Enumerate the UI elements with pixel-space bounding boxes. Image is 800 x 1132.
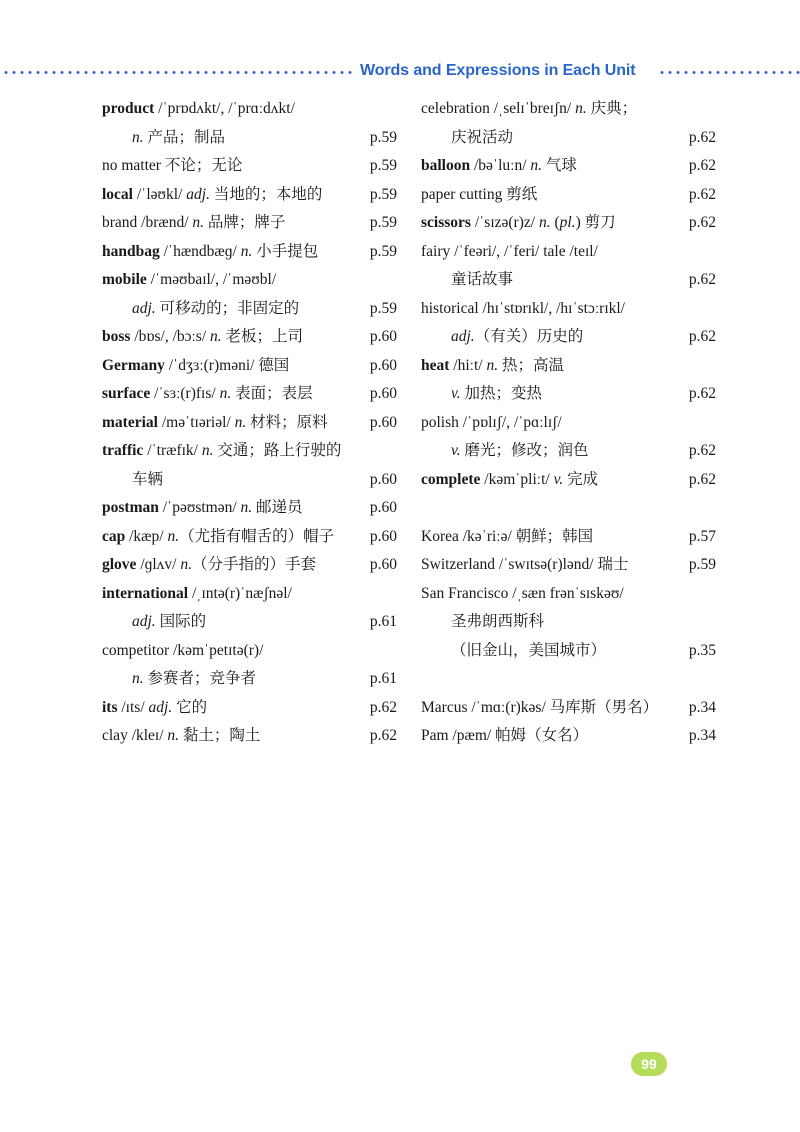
entry-text	[421, 694, 658, 723]
entry-detail: /ˈtræfɪk/	[143, 442, 202, 459]
vocab-entry-line	[102, 722, 397, 751]
entry-text	[102, 694, 207, 723]
vocab-entry-line	[102, 295, 397, 324]
part-of-speech: adj.	[186, 185, 210, 203]
part-of-speech: n.	[575, 100, 587, 117]
page-reference: p.59	[369, 214, 397, 231]
entry-detail: competitor /kəmˈpetɪtə(r)/	[102, 641, 264, 659]
entry-text	[102, 665, 256, 694]
page-reference: p.62	[369, 727, 397, 744]
entry-detail: /ˈdʒɜː(r)məni/ 德国	[164, 356, 290, 374]
entry-text	[421, 95, 637, 124]
page-reference: p.60	[369, 499, 397, 516]
entry-text	[102, 295, 299, 324]
part-of-speech: n.	[219, 385, 232, 402]
vocab-entry-line	[102, 437, 397, 466]
entry-detail: 童话故事	[451, 271, 514, 288]
spacer	[421, 494, 716, 523]
entry-text	[421, 437, 589, 466]
entry-text	[421, 380, 542, 409]
entry-detail: no matter 不论；无论	[102, 157, 243, 174]
part-of-speech: n.	[201, 442, 214, 459]
entry-detail: paper cutting 剪纸	[421, 185, 538, 203]
entry-detail: /ˈləʊkl/	[133, 185, 187, 203]
entry-detail: /məˈtɪəriəl/	[157, 413, 235, 431]
vocab-entry-line	[102, 124, 397, 153]
vocab-entry-line	[421, 152, 716, 181]
headword: boss	[102, 328, 131, 345]
entry-meaning: （尤指有帽舌的）帽子	[179, 527, 335, 545]
left-word-column	[102, 95, 397, 751]
entry-detail: /ˈsɜː(r)fɪs/	[150, 385, 220, 402]
entry-text	[421, 323, 583, 352]
part-of-speech: n.	[530, 157, 543, 174]
page-reference: p.59	[369, 157, 397, 174]
vocab-entry-line	[421, 409, 716, 438]
entry-text	[102, 551, 316, 580]
entry-detail: San Francisco /ˌsæn frənˈsɪskəʊ/	[421, 584, 624, 602]
part-of-speech: v.	[451, 385, 461, 402]
entry-meaning: 交通；路上行驶的	[213, 442, 342, 459]
page-reference: p.34	[688, 698, 716, 716]
entry-meaning: 黏土；陶土	[179, 727, 261, 744]
vocab-entry-line	[421, 722, 716, 751]
page-reference: p.61	[369, 613, 397, 630]
entry-detail: 可移动的；非固定的	[155, 299, 300, 317]
dotted-rule-left	[2, 71, 352, 74]
vocab-entry-line	[421, 551, 716, 580]
part-of-speech: v.	[451, 442, 461, 459]
vocab-entry-line	[421, 380, 716, 409]
page-reference: p.35	[688, 641, 716, 659]
headword: cap	[102, 527, 126, 545]
page-reference: p.60	[369, 556, 397, 573]
page-reference: p.62	[688, 157, 716, 174]
page-reference: p.60	[369, 527, 397, 545]
vocab-entry-line	[102, 209, 397, 238]
headword: product	[102, 100, 155, 117]
vocab-entry-line	[102, 323, 397, 352]
entry-detail: /ˈsɪzə(r)z/	[470, 214, 539, 231]
entry-text	[421, 722, 588, 751]
vocab-entry-line	[421, 124, 716, 153]
page-reference: p.57	[688, 527, 716, 545]
entry-detail: polish /ˈpɒlɪʃ/, /ˈpɑːlɪʃ/	[421, 413, 562, 431]
entry-text	[421, 238, 598, 267]
entry-text	[421, 466, 598, 495]
entry-detail: 庆祝活动	[451, 128, 514, 146]
page-reference: p.62	[688, 328, 716, 345]
part-of-speech: adj.	[451, 328, 475, 345]
entry-detail: Marcus /ˈmɑː(r)kəs/ 马库斯（男名）	[421, 698, 659, 716]
vocab-entry-line	[102, 551, 397, 580]
part-of-speech: n.	[240, 499, 253, 516]
entry-detail: 参赛者；竞争者	[143, 670, 257, 687]
entry-text	[421, 523, 593, 552]
entry-detail: clay /kleɪ/	[102, 727, 168, 744]
entry-text	[421, 266, 513, 295]
entry-meaning: 材料；原料	[246, 413, 328, 431]
vocab-entry-line	[421, 608, 716, 637]
headword: glove	[102, 556, 137, 573]
entry-meaning: 表面；表层	[231, 385, 313, 402]
vocab-entry-line	[102, 352, 397, 381]
vocab-entry-line	[421, 295, 716, 324]
entry-text	[102, 124, 225, 153]
vocab-entry-line	[421, 266, 716, 295]
headword: its	[102, 698, 118, 716]
vocab-entry-line	[102, 523, 397, 552]
entry-meaning: (	[550, 214, 560, 231]
vocab-entry-line	[102, 608, 397, 637]
vocab-entry-line	[421, 238, 716, 267]
part-of-speech: n.	[486, 356, 499, 374]
entry-meaning: ) 剪刀	[575, 214, 616, 231]
entry-meaning: 气球	[542, 157, 577, 174]
page-number-badge: 99	[631, 1052, 667, 1076]
header-title: Words and Expressions in Each Unit	[360, 62, 636, 79]
entry-detail: /bɒs/, /bɔːs/	[130, 328, 211, 345]
entry-detail: /ˌɪntə(r)ˈnæʃnəl/	[188, 584, 292, 602]
entry-detail: /hiːt/	[449, 356, 487, 374]
part-of-speech: adj.	[132, 613, 156, 630]
vocab-entry-line	[102, 266, 397, 295]
dotted-rule-right	[658, 71, 800, 74]
right-word-column	[421, 95, 716, 751]
entry-meaning: 邮递员	[252, 499, 303, 516]
entry-detail: （有关）历史的	[474, 328, 584, 345]
vocab-entry-line	[102, 181, 397, 210]
entry-detail: 圣弗朗西斯科	[451, 613, 545, 630]
headword: traffic	[102, 442, 144, 459]
entry-text	[102, 608, 206, 637]
page-reference: p.60	[369, 328, 397, 345]
page-reference: p.59	[369, 128, 397, 146]
vocab-entry-line	[421, 95, 716, 124]
page-reference: p.62	[688, 271, 716, 288]
headword: international	[102, 584, 189, 602]
entry-text	[421, 637, 606, 666]
entry-text	[102, 95, 295, 124]
entry-text	[102, 380, 313, 409]
entry-text	[421, 580, 624, 609]
page-reference: p.62	[688, 470, 716, 488]
entry-text	[102, 209, 285, 238]
entry-meaning: 它的	[172, 698, 208, 716]
page-reference: p.62	[688, 185, 716, 203]
entry-detail: /kæp/	[125, 527, 168, 545]
entry-text	[102, 266, 276, 295]
entry-text	[102, 323, 303, 352]
vocab-entry-line	[102, 238, 397, 267]
headword: heat	[421, 356, 450, 374]
entry-text	[102, 437, 341, 466]
entry-detail: fairy /ˈfeəri/, /ˈferi/ tale /teɪl/	[421, 242, 598, 260]
entry-meaning: （分手指的）手套	[191, 556, 316, 573]
entry-detail: Switzerland /ˈswɪtsə(r)lənd/ 瑞士	[421, 556, 629, 573]
entry-meaning: 热；高温	[498, 356, 564, 374]
headword: surface	[102, 385, 151, 402]
entry-text	[102, 466, 163, 495]
entry-detail: Korea /kəˈriːə/ 朝鲜；韩国	[421, 527, 594, 545]
vocab-entry-line	[102, 694, 397, 723]
page-reference: p.59	[688, 556, 716, 573]
part-of-speech: n.	[132, 128, 144, 146]
vocab-entry-line	[421, 181, 716, 210]
part-of-speech: adj.	[148, 698, 173, 716]
page-reference: p.59	[369, 242, 397, 260]
entry-detail: （旧金山，美国城市）	[451, 641, 607, 659]
entry-detail: 车辆	[132, 470, 164, 488]
vocab-entry-line	[421, 466, 716, 495]
part-of-speech: v.	[553, 470, 564, 488]
entry-detail: /ˈməʊbaɪl/, /ˈməʊbl/	[146, 271, 277, 288]
page-reference: p.59	[369, 185, 397, 203]
part-of-speech: n.	[180, 556, 192, 573]
entry-text	[102, 523, 334, 552]
entry-text	[102, 352, 289, 381]
headword: postman	[102, 499, 159, 516]
part-of-speech: n.	[240, 242, 253, 260]
entry-text	[102, 181, 322, 210]
entry-detail: /ɡlʌv/	[136, 556, 181, 573]
entry-text	[102, 722, 260, 751]
page-reference: p.62	[688, 442, 716, 459]
headword: handbag	[102, 242, 160, 260]
entry-detail: brand /brænd/	[102, 214, 193, 231]
entry-text	[421, 181, 537, 210]
vocab-entry-line	[102, 494, 397, 523]
entry-detail: Pam /pæm/ 帕姆（女名）	[421, 727, 589, 744]
page-reference: p.60	[369, 385, 397, 402]
entry-detail: /kəmˈpliːt/	[480, 470, 554, 488]
part-of-speech: n.	[538, 214, 551, 231]
vocab-entry-line	[102, 380, 397, 409]
vocab-entry-line	[421, 694, 716, 723]
headword: material	[102, 413, 158, 431]
vocab-entry-line	[421, 580, 716, 609]
page-reference: p.34	[688, 727, 716, 744]
entry-text	[421, 551, 628, 580]
vocab-entry-line	[421, 323, 716, 352]
entry-detail: /ˈhændbæɡ/	[159, 242, 241, 260]
headword: balloon	[421, 157, 471, 174]
entry-detail: historical /hɪˈstɒrɪkl/, /hɪˈstɔːrɪkl/	[421, 299, 625, 317]
entry-meaning: 庆典；	[586, 100, 638, 117]
vocab-entry-line	[102, 466, 397, 495]
part-of-speech: n.	[167, 527, 180, 545]
entry-text	[102, 580, 292, 609]
running-header	[0, 60, 800, 84]
entry-detail: /ˈprɒdʌkt/, /ˈprɑːdʌkt/	[154, 100, 295, 117]
entry-detail: celebration /ˌselɪˈbreɪʃn/	[421, 100, 576, 117]
vocab-entry-line	[102, 152, 397, 181]
vocab-entry-line	[421, 523, 716, 552]
spacer	[421, 665, 716, 694]
vocab-entry-line	[102, 580, 397, 609]
headword: scissors	[421, 214, 471, 231]
page-reference: p.62	[688, 214, 716, 231]
page-reference: p.59	[369, 299, 397, 317]
entry-text	[421, 352, 564, 381]
entry-text	[421, 209, 616, 238]
part-of-speech: n.	[210, 328, 222, 345]
headword: local	[102, 185, 133, 203]
page-reference: p.60	[369, 470, 397, 488]
entry-detail: 加热；变热	[460, 385, 542, 402]
entry-detail: /bəˈluːn/	[470, 157, 531, 174]
entry-detail: 产品；制品	[143, 128, 226, 146]
vocab-entry-line	[102, 409, 397, 438]
entry-text	[102, 409, 328, 438]
page-reference: p.62	[688, 385, 716, 402]
page-reference: p.60	[369, 356, 397, 374]
entry-meaning: 老板；上司	[221, 328, 304, 345]
entry-text	[421, 409, 562, 438]
page-reference: p.62	[688, 128, 716, 146]
entry-text	[421, 124, 513, 153]
headword: mobile	[102, 271, 147, 288]
entry-text	[102, 637, 263, 666]
entry-meaning: 完成	[563, 470, 599, 488]
vocab-entry-line	[421, 637, 716, 666]
part-of-speech: n.	[234, 413, 247, 431]
entry-meaning: 小手提包	[252, 242, 319, 260]
entry-meaning: 品牌；牌子	[204, 214, 286, 231]
entry-detail: 国际的	[155, 613, 207, 630]
entry-text	[421, 152, 577, 181]
entry-meaning: 当地的；本地的	[209, 185, 323, 203]
vocab-entry-line	[421, 437, 716, 466]
vocab-entry-line	[421, 352, 716, 381]
entry-detail: 磨光；修改；润色	[460, 442, 589, 459]
vocab-entry-line	[102, 665, 397, 694]
entry-detail: /ɪts/	[117, 698, 149, 716]
vocab-entry-line	[421, 209, 716, 238]
part-of-speech: n.	[192, 214, 205, 231]
entry-text	[102, 494, 303, 523]
headword: Germany	[102, 356, 165, 374]
entry-text	[102, 238, 318, 267]
entry-text	[421, 295, 625, 324]
entry-detail: /ˈpəʊstmən/	[158, 499, 241, 516]
page-reference: p.61	[369, 670, 397, 687]
page-reference: p.60	[369, 413, 397, 431]
vocab-entry-line	[102, 95, 397, 124]
headword: complete	[421, 470, 481, 488]
part-of-speech: n.	[167, 727, 180, 744]
vocab-entry-line	[102, 637, 397, 666]
entry-text	[421, 608, 544, 637]
part-of-speech: adj.	[132, 299, 156, 317]
page-reference: p.62	[369, 698, 397, 716]
entry-text	[102, 152, 242, 181]
part-of-speech: pl.	[559, 214, 576, 231]
part-of-speech: n.	[132, 670, 144, 687]
